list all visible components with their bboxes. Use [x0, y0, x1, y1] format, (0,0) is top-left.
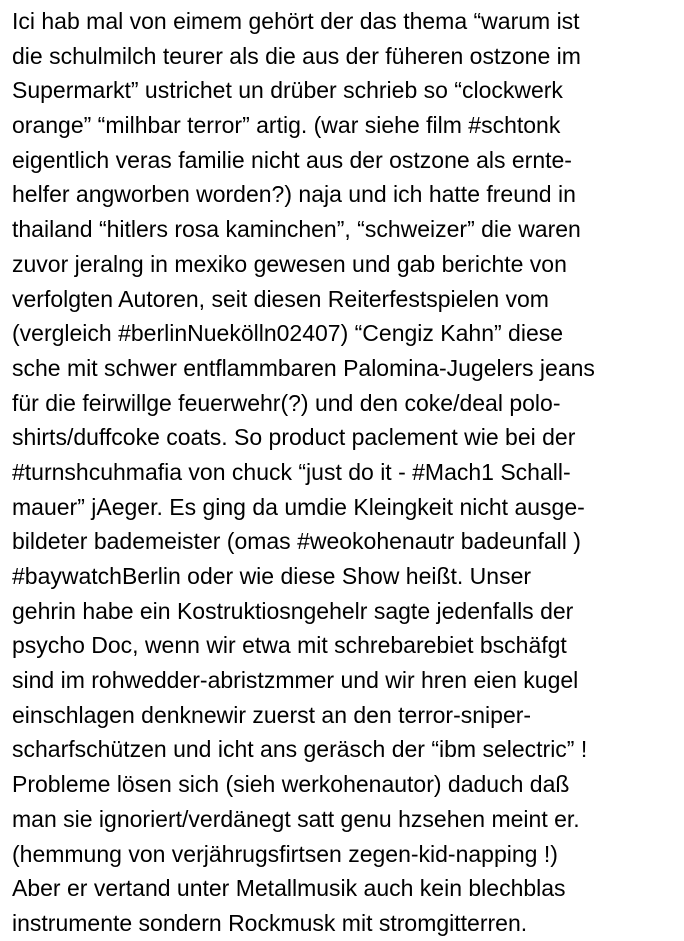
text-line-8: zuvor jeralng in mexiko gewesen und gab berichte von: [12, 250, 567, 277]
text-line-11: sche mit schwer entflammbaren Palomina-Jugelers jeans: [12, 354, 595, 381]
text-line-18: gehrin habe ein Kostruktiosngehelr sagte jedenfalls der: [12, 597, 574, 624]
text-line-24: man sie ignoriert/verdänegt satt genu hzsehen meint er.: [12, 805, 580, 832]
text-line-12: für die feirwillge feuerwehr(?) und den coke/deal polo-: [12, 389, 561, 416]
text-line-4: orange” “milhbar terror” artig. (war siehe film #schtonk: [12, 112, 561, 139]
text-line-10: (vergleich #berlinNuekölln02407) “Cengiz Kahn” diese: [12, 320, 564, 347]
text-line-13: shirts/duffcoke coats. So product paclement wie bei der: [12, 424, 576, 451]
text-line-14: #turnshcuhmafia von chuck “just do it - #Mach1 Schall-: [12, 458, 571, 485]
text-line-1: Ici hab mal von eimem gehört der das thema “warum ist: [12, 8, 580, 34]
text-line-5: eigentlich veras familie nicht aus der ostzone als ernte-: [12, 146, 572, 173]
text-line-6: helfer angworben worden?) naja und ich hatte freund in: [12, 181, 576, 208]
text-line-26: Aber er vertand unter Metallmusik auch kein blechblas: [12, 875, 566, 902]
text-line-22: scharfschützen und icht ans geräsch der “ibm selectric” !: [12, 736, 588, 763]
text-line-17: #baywatchBerlin oder wie diese Show heißt. Unser: [12, 563, 532, 589]
text-line-21: einschlagen denknewir zuerst an den terror-sniper-: [12, 701, 532, 728]
text-line-9: verfolgten Autoren, seit diesen Reiterfestspielen vom: [12, 285, 549, 312]
text-line-2: die schulmilch teurer als die aus der füheren ostzone im: [12, 42, 581, 69]
text-line-19: psycho Doc, wenn wir etwa mit schrebarebiet bschäfgt: [12, 632, 567, 659]
text-line-15: mauer” jAeger. Es ging da umdie Kleingkeit nicht ausge-: [12, 493, 585, 520]
body-text: [12, 4, 672, 941]
text-line-7: thailand “hitlers rosa kaminchen”, “schweizer” die waren: [12, 216, 581, 243]
text-line-25: (hemmung von verjährugsfirtsen zegen-kid-napping !): [12, 840, 558, 867]
text-line-20: sind im rohwedder-abristzmmer und wir hren eien kugel: [12, 667, 579, 694]
text-line-16: bildeter bademeister (omas #weokohenautr badeunfall ): [12, 528, 581, 555]
text-line-3: Supermarkt” ustrichet un drüber schrieb so “clockwerk: [12, 77, 563, 104]
text-line-27: instrumente sondern Rockmusk mit stromgitterren.: [12, 909, 528, 936]
text-line-23: Probleme lösen sich (sieh werkohenautor) daduch daß: [12, 771, 570, 798]
